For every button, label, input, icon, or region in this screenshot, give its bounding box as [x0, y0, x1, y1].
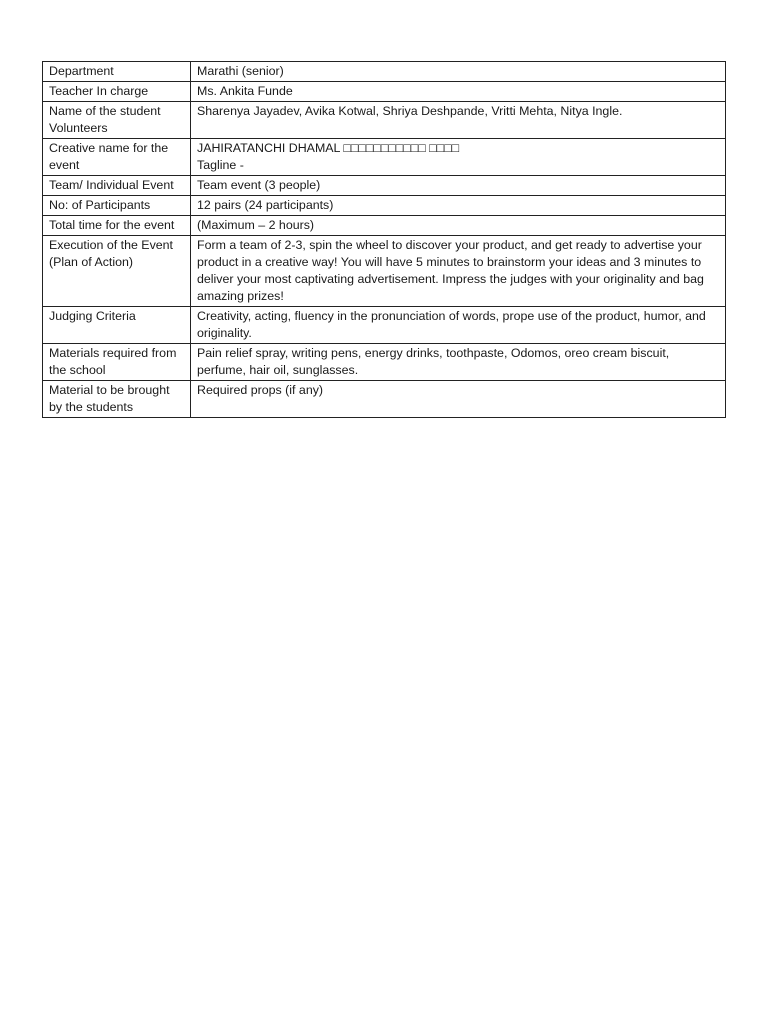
table-row-judging: [43, 307, 726, 344]
row-label: Team/ Individual Event: [43, 176, 191, 196]
row-label: Materials required from the school: [43, 344, 191, 381]
row-value: 12 pairs (24 participants): [191, 196, 726, 216]
table-row-volunteers: [43, 102, 726, 139]
table-row-department: [43, 62, 726, 82]
table-row-materials-students: [43, 381, 726, 418]
table-row-event-type: [43, 176, 726, 196]
row-value: [191, 139, 726, 176]
row-value: Ms. Ankita Funde: [191, 82, 726, 102]
row-label: Name of the student Volunteers: [43, 102, 191, 139]
row-value: Marathi (senior): [191, 62, 726, 82]
table-row-participants: [43, 196, 726, 216]
row-label: Material to be brought by the students: [43, 381, 191, 418]
row-label: Creative name for the event: [43, 139, 191, 176]
row-label: No: of Participants: [43, 196, 191, 216]
row-value: Team event (3 people): [191, 176, 726, 196]
table-row-execution: [43, 236, 726, 307]
row-value: Pain relief spray, writing pens, energy drinks, toothpaste, Odomos, oreo cream biscuit, perfume, hair oil, sunglasses.: [191, 344, 726, 381]
row-value: Required props (if any): [191, 381, 726, 418]
row-label: Teacher In charge: [43, 82, 191, 102]
row-value: Form a team of 2-3, spin the wheel to discover your product, and get ready to advertise your product in a creative way! You will have 5 minutes to brainstorm your ideas and 3 minutes to deliver your most captivating advertisement. Impress the judges with your originality and bag amazing prizes!: [191, 236, 726, 307]
row-label: Execution of the Event (Plan of Action): [43, 236, 191, 307]
event-details-table: [42, 61, 726, 418]
table-row-teacher: [43, 82, 726, 102]
row-label: Total time for the event: [43, 216, 191, 236]
row-label: Judging Criteria: [43, 307, 191, 344]
table-row-total-time: [43, 216, 726, 236]
row-value: Sharenya Jayadev, Avika Kotwal, Shriya Deshpande, Vritti Mehta, Nitya Ingle.: [191, 102, 726, 139]
row-value: (Maximum – 2 hours): [191, 216, 726, 236]
table-row-creative-name: [43, 139, 726, 176]
row-value: Creativity, acting, fluency in the pronunciation of words, prope use of the product, humor, and originality.: [191, 307, 726, 344]
tagline-text: Tagline -: [197, 158, 244, 172]
event-name-text: JAHIRATANCHI DHAMAL □□□□□□□□□□□ □□□□: [197, 141, 460, 155]
row-label: Department: [43, 62, 191, 82]
table-row-materials-school: [43, 344, 726, 381]
